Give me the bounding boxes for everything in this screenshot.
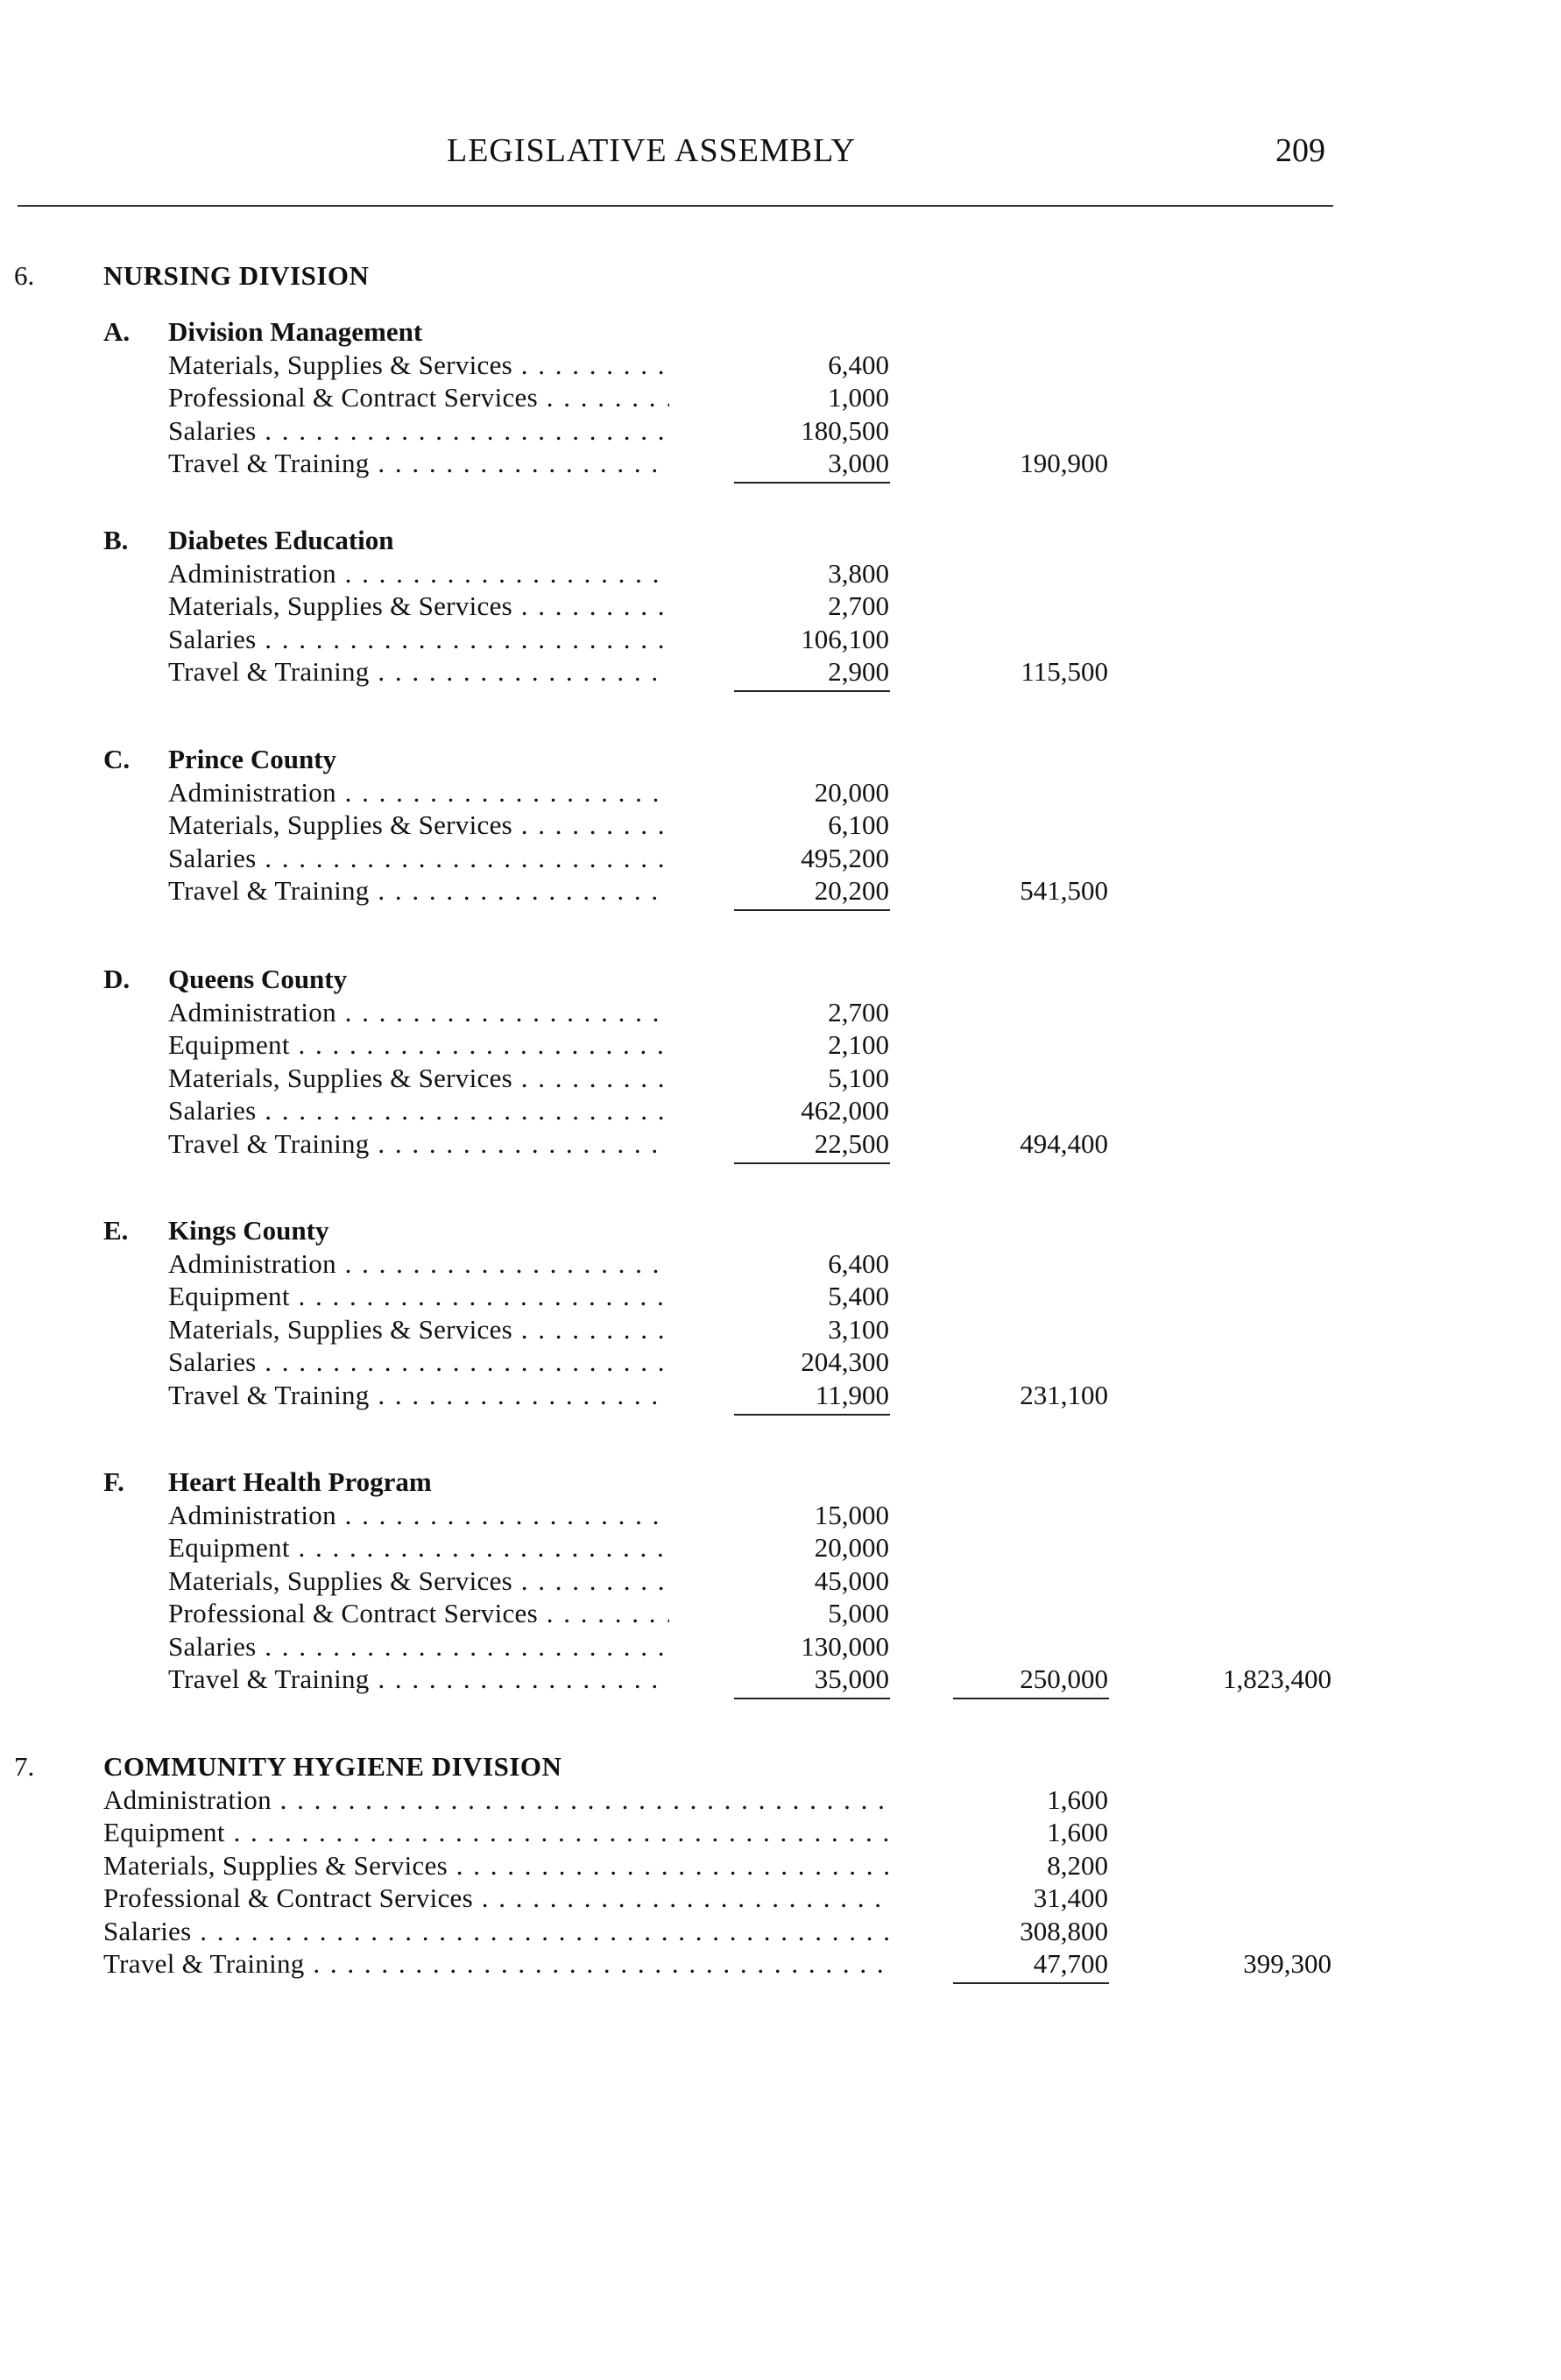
subsection-total: 494,400 — [1020, 1127, 1108, 1159]
subsection-header — [0, 524, 1561, 557]
subtotal-underline — [734, 1698, 890, 1699]
line-item-label: Salaries . . . — [168, 1630, 669, 1663]
line-item-amount: 3,800 — [828, 557, 889, 589]
line-item — [0, 1663, 1561, 1696]
line-item — [0, 590, 1561, 623]
line-item-label: Materials, Supplies & Services . . . — [103, 1849, 892, 1882]
line-item-amount: 11,900 — [815, 1379, 889, 1410]
line-item-label: Salaries . . . — [103, 1915, 892, 1948]
subsection-letter: B. — [103, 525, 129, 555]
line-item — [0, 447, 1561, 480]
line-item-label: Administration . . . — [168, 1247, 669, 1281]
subsection-letter: F. — [103, 1466, 124, 1497]
page-header — [0, 131, 1561, 184]
line-item-amount: 462,000 — [801, 1095, 889, 1126]
line-item-label: Travel & Training . . . — [168, 1127, 669, 1161]
line-item — [0, 1630, 1561, 1663]
line-item — [0, 623, 1561, 656]
line-item — [0, 1783, 1561, 1817]
subsection-header — [0, 315, 1561, 349]
line-item — [0, 381, 1561, 414]
subsection-title: Queens County — [168, 964, 348, 994]
line-item-label: Administration . . . — [168, 1499, 669, 1532]
line-item-label: Professional & Contract Services . . . — [168, 381, 669, 414]
line-item — [0, 1849, 1561, 1882]
section-total: 1,823,400 — [1223, 1663, 1331, 1694]
line-item-label: Travel & Training . . . — [168, 447, 669, 480]
line-item-amount: 6,100 — [828, 809, 889, 840]
subsection-title: Division Management — [168, 316, 423, 347]
line-item-label: Administration . . . — [168, 996, 669, 1029]
line-item-label: Materials, Supplies & Services . . . — [168, 809, 669, 842]
page-number: 209 — [1275, 132, 1325, 169]
line-item — [0, 1564, 1561, 1598]
line-item-amount: 5,000 — [828, 1598, 889, 1628]
section-header — [0, 259, 1561, 293]
section-total: 399,300 — [1243, 1948, 1331, 1979]
line-item — [0, 1882, 1561, 1915]
line-item-amount: 20,000 — [814, 1532, 889, 1563]
line-item-label: Equipment . . . — [103, 1816, 892, 1849]
line-item-label: Administration . . . — [168, 776, 669, 809]
line-item-amount: 204,300 — [801, 1346, 889, 1377]
subsection-total: 190,900 — [1020, 448, 1108, 478]
line-item — [0, 809, 1561, 842]
line-item-amount: 20,200 — [814, 875, 889, 906]
line-item-label: Travel & Training . . . — [168, 655, 669, 689]
page-title: LEGISLATIVE ASSEMBLY — [447, 132, 856, 169]
subtotal-underline — [953, 1982, 1109, 1984]
line-item-label: Salaries . . . — [168, 1345, 669, 1379]
line-item — [0, 414, 1561, 448]
line-item-amount: 6,400 — [828, 349, 889, 380]
line-item-label: Equipment . . . — [168, 1280, 669, 1313]
line-item-label: Salaries . . . — [168, 623, 669, 656]
line-item — [0, 655, 1561, 689]
line-item-amount: 22,500 — [814, 1127, 889, 1159]
line-item — [0, 842, 1561, 875]
line-item — [0, 349, 1561, 382]
subsection-total: 250,000 — [1020, 1663, 1108, 1694]
line-item-label: Materials, Supplies & Services . . . — [168, 349, 669, 382]
line-item-amount: 20,000 — [814, 776, 889, 808]
subsection-header — [0, 743, 1561, 776]
line-item — [0, 1094, 1561, 1127]
line-item-amount: 3,000 — [828, 448, 889, 478]
line-item-amount: 2,100 — [828, 1029, 889, 1060]
subsection-header — [0, 1465, 1561, 1499]
line-item — [0, 1127, 1561, 1161]
line-item — [0, 1345, 1561, 1379]
line-item-amount: 31,400 — [1033, 1882, 1108, 1913]
line-item-amount: 3,100 — [828, 1313, 889, 1345]
line-item-label: Materials, Supplies & Services . . . — [168, 1062, 669, 1095]
subsection-title: Diabetes Education — [168, 525, 394, 555]
line-item — [0, 1062, 1561, 1095]
line-item-amount: 5,400 — [828, 1281, 889, 1311]
line-item-label: Travel & Training . . . — [168, 1663, 669, 1696]
line-item-amount: 106,100 — [801, 623, 889, 654]
line-item — [0, 1028, 1561, 1062]
line-item-amount: 1,600 — [1047, 1783, 1108, 1815]
subsection-total: 541,500 — [1020, 875, 1108, 906]
line-item-label: Travel & Training . . . — [103, 1947, 892, 1981]
subsection-total: 231,100 — [1020, 1379, 1108, 1410]
line-item-amount: 45,000 — [814, 1564, 889, 1596]
line-item-label: Materials, Supplies & Services . . . — [168, 1313, 669, 1346]
line-item-label: Salaries . . . — [168, 414, 669, 448]
section-title: NURSING DIVISION — [103, 260, 370, 291]
line-item-amount: 47,700 — [1033, 1948, 1108, 1979]
line-item-label: Salaries . . . — [168, 1094, 669, 1127]
section-header — [0, 1750, 1561, 1783]
line-item-amount: 495,200 — [801, 842, 889, 873]
line-item-label: Equipment . . . — [168, 1028, 669, 1062]
subtotal-underline — [734, 1162, 890, 1164]
line-item-amount: 308,800 — [1020, 1915, 1108, 1946]
subsection-letter: C. — [103, 744, 131, 774]
line-item-amount: 2,700 — [828, 590, 889, 621]
subsection-total: 115,500 — [1021, 656, 1108, 687]
line-item — [0, 1247, 1561, 1281]
line-item-label: Materials, Supplies & Services . . . — [168, 590, 669, 623]
line-item — [0, 1597, 1561, 1630]
subtotal-underline — [734, 690, 890, 692]
line-item-label: Administration . . . — [103, 1783, 892, 1817]
line-item-label: Administration . . . — [168, 557, 669, 590]
line-item — [0, 1313, 1561, 1346]
line-item-amount: 8,200 — [1047, 1849, 1108, 1881]
line-item-label: Professional & Contract Services . . . — [103, 1882, 892, 1915]
line-item — [0, 874, 1561, 908]
line-item-label: Salaries . . . — [168, 842, 669, 875]
line-item-label: Materials, Supplies & Services . . . — [168, 1564, 669, 1598]
line-item — [0, 1280, 1561, 1313]
subsection-letter: D. — [103, 964, 131, 994]
line-item-amount: 1,000 — [828, 382, 889, 413]
section-number: 6. — [14, 260, 35, 291]
line-item — [0, 1531, 1561, 1564]
subsection-title: Heart Health Program — [168, 1466, 432, 1497]
line-item-amount: 35,000 — [814, 1663, 889, 1694]
line-item — [0, 1947, 1561, 1981]
line-item-amount: 2,700 — [828, 996, 889, 1028]
subtotal-underline — [734, 482, 890, 484]
subtotal-underline — [734, 1414, 890, 1416]
line-item — [0, 1816, 1561, 1849]
line-item-amount: 2,900 — [828, 656, 889, 687]
line-item-amount: 15,000 — [814, 1499, 889, 1530]
subtotal-underline — [734, 909, 890, 911]
line-item-amount: 180,500 — [801, 414, 889, 446]
line-item-amount: 130,000 — [801, 1630, 889, 1662]
subsection-letter: A. — [103, 316, 131, 347]
section-number: 7. — [14, 1751, 35, 1782]
line-item-amount: 6,400 — [828, 1247, 889, 1279]
subsection-header — [0, 1214, 1561, 1247]
line-item-label: Travel & Training . . . — [168, 1379, 669, 1412]
line-item — [0, 1379, 1561, 1412]
line-item-label: Professional & Contract Services . . . — [168, 1597, 669, 1630]
line-item — [0, 1499, 1561, 1532]
subsection-letter: E. — [103, 1215, 129, 1246]
line-item-label: Equipment . . . — [168, 1531, 669, 1564]
section-title: COMMUNITY HYGIENE DIVISION — [103, 1751, 562, 1782]
subsection-title: Kings County — [168, 1215, 329, 1246]
line-item-amount: 5,100 — [828, 1062, 889, 1093]
subsection-title: Prince County — [168, 744, 337, 774]
line-item — [0, 776, 1561, 809]
line-item-amount: 1,600 — [1047, 1817, 1108, 1847]
subsection-header — [0, 963, 1561, 996]
line-item — [0, 996, 1561, 1029]
line-item — [0, 557, 1561, 590]
line-item-label: Travel & Training . . . — [168, 874, 669, 908]
total-underline — [953, 1698, 1109, 1699]
line-item — [0, 1915, 1561, 1948]
header-rule — [18, 205, 1333, 207]
